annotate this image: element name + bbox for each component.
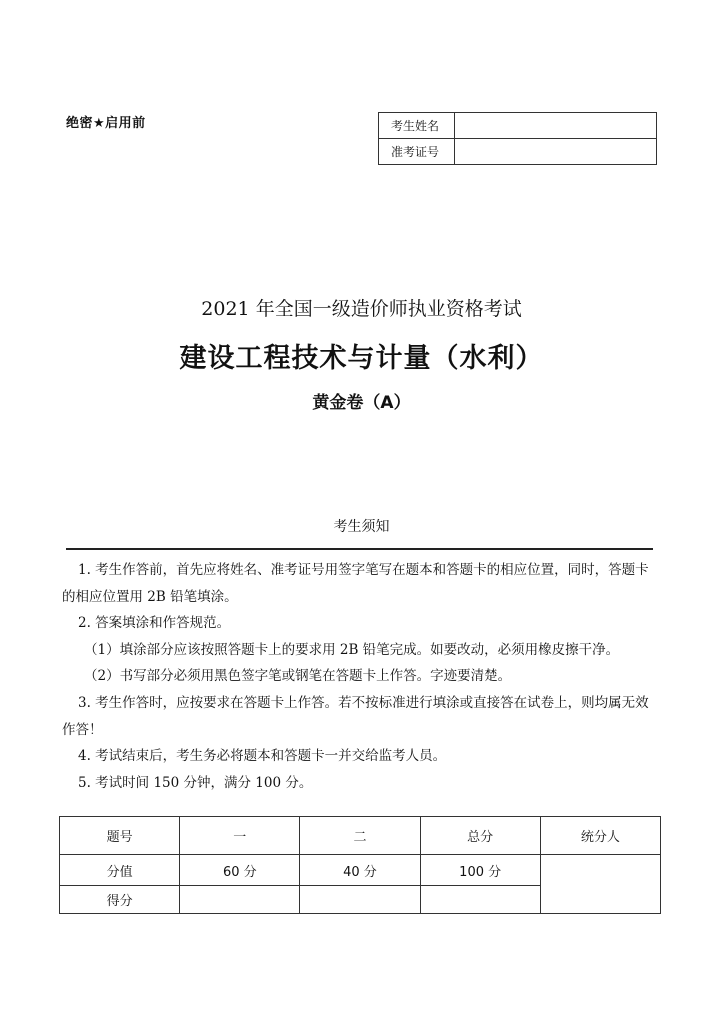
candidate-id-field[interactable]	[455, 139, 657, 165]
score-part-2[interactable]	[300, 886, 420, 914]
candidate-name-label: 考生姓名	[379, 113, 455, 139]
scorer-cell[interactable]	[540, 855, 660, 914]
header-question-no: 题号	[60, 817, 180, 855]
score-table	[59, 816, 661, 914]
instruction-item: 2. 答案填涂和作答规范。	[78, 615, 231, 632]
value-part-2: 40 分	[300, 855, 420, 886]
instruction-item: （1）填涂部分应该按照答题卡上的要求用 2B 铅笔完成。如要改动，必须用橡皮擦干净。	[84, 641, 620, 658]
score-part-1[interactable]	[180, 886, 300, 914]
candidate-id-row	[379, 139, 657, 165]
candidate-name-row	[379, 113, 657, 139]
instruction-item: 5. 考试时间 150 分钟，满分 100 分。	[78, 774, 313, 791]
confidential-label: 绝密★启用前	[66, 116, 146, 131]
header-part-2: 二	[300, 817, 420, 855]
header-part-1: 一	[180, 817, 300, 855]
header-scorer: 统分人	[540, 817, 660, 855]
candidate-name-field[interactable]	[455, 113, 657, 139]
candidate-id-label: 准考证号	[379, 139, 455, 165]
score-table-header-row	[60, 817, 661, 855]
value-label: 分值	[60, 855, 180, 886]
value-total: 100 分	[420, 855, 540, 886]
instruction-item: 1. 考生作答前，首先应将姓名、准考证号用签字笔写在题本和答题卡的相应位置，同时，答题卡的相应位置用 2B 铅笔填涂。	[62, 562, 649, 605]
value-part-1: 60 分	[180, 855, 300, 886]
candidate-info-table	[378, 112, 657, 165]
subject-title: 建设工程技术与计量（水利）	[179, 343, 544, 374]
score-total[interactable]	[420, 886, 540, 914]
exam-title: 2021 年全国一级造价师执业资格考试	[201, 298, 522, 320]
paper-version: 黄金卷（A）	[312, 393, 411, 413]
score-table-value-row	[60, 855, 661, 886]
divider-rule	[66, 548, 653, 550]
notice-title: 考生须知	[333, 519, 390, 535]
instruction-item: （2）书写部分必须用黑色签字笔或钢笔在答题卡上作答。字迹要清楚。	[84, 668, 512, 685]
instruction-item: 3. 考生作答时，应按要求在答题卡上作答。若不按标准进行填涂或直接答在试卷上，则均属无效作答！	[62, 694, 649, 738]
instruction-item: 4. 考试结束后，考生务必将题本和答题卡一并交给监考人员。	[78, 748, 447, 765]
score-label: 得分	[60, 886, 180, 914]
instructions	[62, 557, 658, 796]
header-total: 总分	[420, 817, 540, 855]
